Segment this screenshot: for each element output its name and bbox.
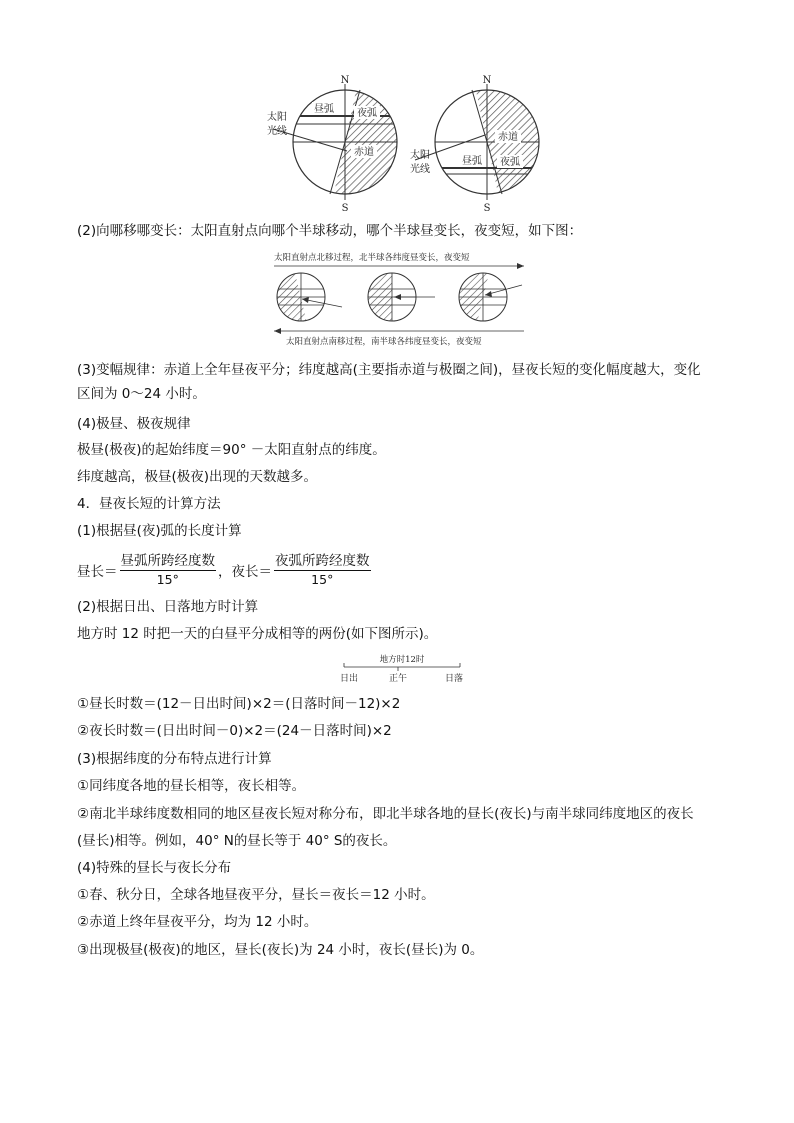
- local-time-timeline: [338, 652, 478, 686]
- left-night-arc-label: 夜弧: [357, 108, 377, 119]
- paragraph-latitude-2b: (昼长)相等。例如，40° N的昼长等于 40° S的夜长。: [77, 833, 397, 849]
- paragraph-special-2: ②赤道上终年昼夜平分，均为 12 小时。: [77, 914, 318, 930]
- paragraph-time-title: (2)根据日出、日落地方时计算: [77, 599, 259, 615]
- timeline-top-label: 地方时12时: [379, 655, 425, 665]
- sun-migration-figure: [272, 247, 526, 347]
- paragraph-arc-title: (1)根据昼(夜)弧的长度计算: [77, 523, 242, 539]
- left-south-label: S: [341, 203, 349, 212]
- left-sunlight-label-2: 光线: [267, 126, 287, 137]
- globe-figure: [265, 72, 540, 212]
- right-sunlight-label-1: 太阳: [410, 150, 430, 161]
- paragraph-amplitude-2: 区间为 0～24 小时。: [77, 386, 206, 402]
- paragraph-latitude-title: (3)根据纬度的分布特点进行计算: [77, 751, 272, 767]
- paragraph-direction: (2)向哪移哪变长：太阳直射点向哪个半球移动，哪个半球昼变长，夜变短，如下图：: [77, 223, 583, 239]
- night-formula-denominator: 15°: [311, 571, 334, 587]
- paragraph-polar-title: (4)极昼、极夜规律: [77, 416, 191, 432]
- night-length-label: ，夜长＝: [218, 564, 272, 580]
- left-equator-label: 赤道: [354, 147, 374, 158]
- arc-length-formula: [77, 550, 373, 590]
- migration-globe-3: [452, 273, 522, 323]
- right-day-arc-label: 昼弧: [462, 156, 482, 167]
- left-day-arc-label: 昼弧: [314, 104, 334, 115]
- day-length-label: 昼长＝: [77, 564, 118, 580]
- right-globe: [410, 72, 540, 212]
- right-night-arc-label: 夜弧: [500, 157, 520, 168]
- north-shift-caption: 太阳直射点北移过程，北半球各纬度昼变长，夜变短: [274, 253, 470, 263]
- right-south-label: S: [483, 203, 491, 212]
- timeline-sunset-label: 日落: [445, 674, 464, 684]
- paragraph-special-3: ③出现极昼(极夜)的地区，昼长(夜长)为 24 小时，夜长(昼长)为 0。: [77, 942, 484, 958]
- paragraph-special-title: (4)特殊的昼长与夜长分布: [77, 860, 232, 876]
- day-formula-denominator: 15°: [156, 571, 179, 587]
- paragraph-day-hours: ①昼长时数＝(12－日出时间)×2＝(日落时间－12)×2: [77, 696, 401, 712]
- left-north-label: N: [340, 75, 350, 86]
- paragraph-night-hours: ②夜长时数＝(日出时间－0)×2＝(24－日落时间)×2: [77, 723, 392, 739]
- paragraph-latitude-2a: ②南北半球纬度数相同的地区昼夜长短对称分布，即北半球各地的昼长(夜长)与南半球同纬度地区的夜长: [77, 806, 694, 822]
- migration-globe-2: [362, 273, 435, 323]
- paragraph-polar-1: 极昼(极夜)的起始纬度＝90° －太阳直射点的纬度。: [77, 442, 386, 458]
- paragraph-time-1: 地方时 12 时把一天的白昼平分成相等的两份(如下图所示)。: [77, 626, 438, 642]
- right-sunlight-label-2: 光线: [410, 164, 430, 175]
- migration-globe-1: [272, 273, 342, 323]
- paragraph-polar-2: 纬度越高，极昼(极夜)出现的天数越多。: [77, 469, 318, 485]
- timeline-sunrise-label: 日出: [340, 674, 359, 684]
- right-equator-label: 赤道: [498, 132, 518, 143]
- night-formula-numerator: 夜弧所跨经度数: [275, 552, 370, 569]
- right-north-label: N: [482, 75, 492, 86]
- left-sunlight-label-1: 太阳: [267, 112, 287, 123]
- section-heading-4: 4．昼夜长短的计算方法: [77, 496, 221, 512]
- paragraph-amplitude-1: (3)变幅规律：赤道上全年昼夜平分；纬度越高(主要指赤道与极圈之间)，昼夜长短的变化幅度越大，变化: [77, 362, 701, 378]
- paragraph-latitude-1: ①同纬度各地的昼长相等，夜长相等。: [77, 778, 306, 794]
- timeline-noon-label: 正午: [388, 674, 408, 684]
- south-shift-caption: 太阳直射点南移过程，南半球各纬度昼变长，夜变短: [286, 337, 482, 347]
- paragraph-special-1: ①春、秋分日，全球各地昼夜平分，昼长＝夜长＝12 小时。: [77, 887, 435, 903]
- left-globe: [267, 72, 405, 212]
- day-formula-numerator: 昼弧所跨经度数: [120, 552, 215, 569]
